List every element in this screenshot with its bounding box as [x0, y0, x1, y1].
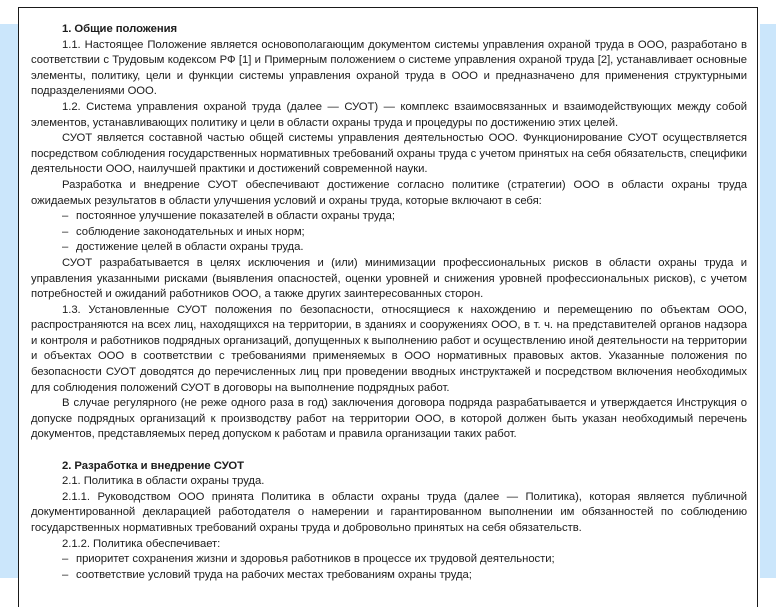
- paragraph-2-1-2: 2.1.2. Политика обеспечивает:: [62, 537, 221, 550]
- document-page: [18, 7, 758, 607]
- paragraph-suot-risks: СУОТ разрабатывается в целях исключения и (или) минимизации профессиональных рисков в области охраны труда и управления указанными рисками (выявления опасностей, оценки уровней и снижения уровней профессиональных рисков), с учетом потребностей и ожиданий работников ООО, а также других заинтересованных сторон.: [31, 256, 747, 301]
- section-2-heading: 2. Разработка и внедрение СУОТ: [62, 459, 244, 472]
- section-1-heading: 1. Общие положения: [62, 23, 178, 35]
- paragraph-1-2: 1.2. Система управления охраной труда (далее — СУОТ) — комплекс взаимосвязанных и взаимодействующих между собой элементов, устанавливающих политику и цели в области охраны труда и процедуры по достижению этих целей.: [31, 100, 747, 129]
- list-item: – соответствие условий труда на рабочих местах требованиям охраны труда;: [31, 568, 747, 584]
- paragraph-contract: В случае регулярного (не реже одного раза в год) заключения договора подряда разрабатывается и утверждается Инструкция о допуске подрядных организаций к производству работ на территории ООО, в которой должен быть указан необходимый перечень документов, представляемых перед допуском к работам и правила организации таких работ.: [31, 397, 747, 441]
- paragraph-suot-results: Разработка и внедрение СУОТ обеспечивают достижение согласно политике (стратегии) ООО в области охраны труда ожидаемых результатов в области улучшения условий и охраны труда, которые включают в себя:: [31, 178, 747, 207]
- dash-icon: –: [62, 225, 69, 238]
- list-item: – достижение целей в области охраны труда.: [31, 240, 747, 256]
- dash-icon: –: [62, 210, 69, 223]
- list-item: – постоянное улучшение показателей в области охраны труда;: [31, 209, 747, 225]
- right-margin-band: [760, 24, 776, 578]
- list-item: – приоритет сохранения жизни и здоровья работников в процессе их трудовой деятельности;: [31, 552, 747, 568]
- document-content: [31, 22, 747, 583]
- paragraph-1-3: 1.3. Установленные СУОТ положения по безопасности, относящиеся к нахождению и перемещению по объектам ООО, распространяются на всех лиц, находящихся на территории, в зданиях и сооружениях ООО, в т. ч. на представителей органов надзора и контроля и работников подрядных организаций, допущенных к выполнению работ и осуществлению иной деятельности на территории и объектах ООО в соответствии с требованиями применяемых в ООО нормативных правовых актов. Указанные положения по безопасности СУОТ доводятся до перечисленных лиц при проведении вводных инструктажей и посредством включения необходимых для соблюдения положений СУОТ в договоры на выполнение подрядных работ.: [31, 303, 747, 394]
- dash-icon: –: [62, 241, 69, 254]
- paragraph-suot-part: СУОТ является составной частью общей системы управления деятельностью ООО. Функционирование СУОТ осуществляется посредством соблюдения государственных нормативных требований охраны труда с учетом принятых на себя обязательств, специфики деятельности ООО, наилучшей практики и достижений современной науки.: [31, 132, 747, 176]
- list-item: – соблюдение законодательных и иных норм;: [31, 225, 747, 241]
- section-spacer: [31, 443, 747, 459]
- left-margin-band: [0, 24, 18, 578]
- paragraph-1-1: 1.1. Настоящее Положение является основополагающим документом системы управления охраной труда в ООО, разработано в соответствии с Трудовым кодексом РФ [1] и Примерным положением о системе управления охраной труда [2], устанавливает основные элементы, политику, цели и функции системы управления охраной труда в ООО и предназначено для применения структурными подразделениями ООО.: [31, 38, 747, 98]
- dash-icon: –: [62, 568, 69, 581]
- dash-icon: –: [62, 553, 69, 566]
- paragraph-2-1: 2.1. Политика в области охраны труда.: [62, 475, 265, 488]
- paragraph-2-1-1: 2.1.1. Руководством ООО принята Политика в области охраны труда (далее — Политика), которая является публичной документированной декларацией работодателя о намерении и гарантированном выполнении им обязанностей по соблюдению государственных нормативных требований охраны труда и добровольно принятых на себя обязательств.: [31, 490, 747, 534]
